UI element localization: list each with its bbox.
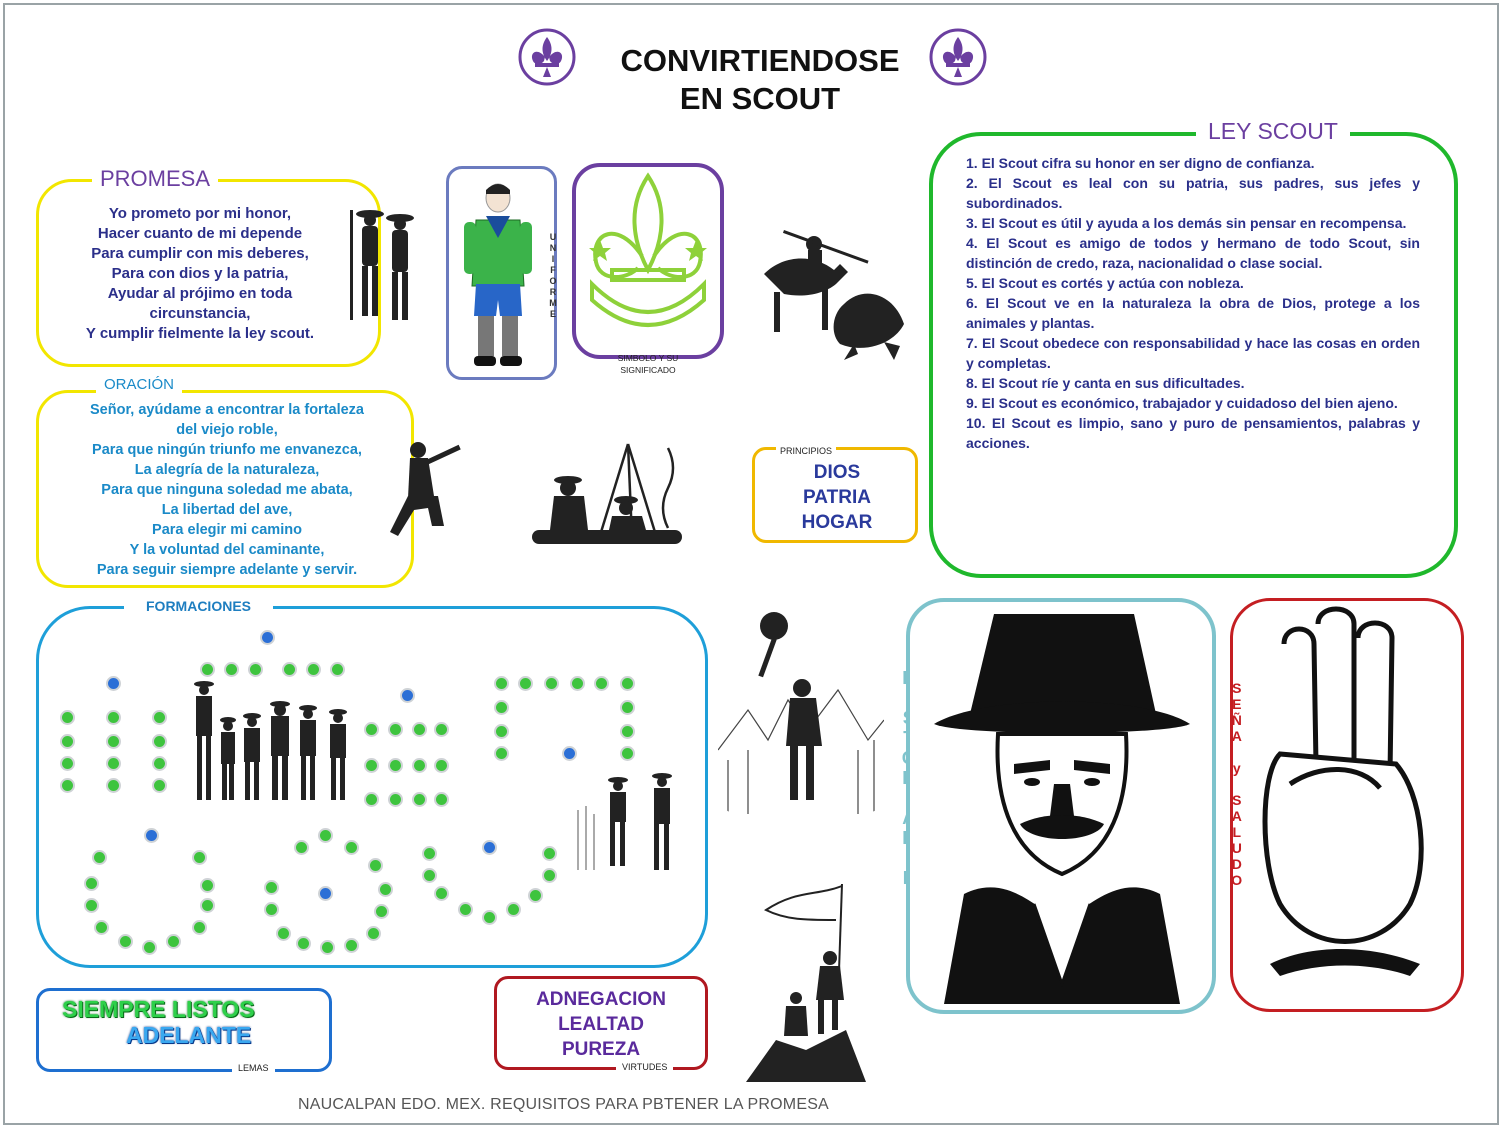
ley-item: 10. El Scout es limpio, sano y puro de pensamientos, palabras y acciones. [966, 415, 1420, 451]
formation-dot-scout [424, 848, 435, 859]
kneeling-knight-illustration [388, 436, 468, 544]
oracion-line: La alegría de la naturaleza, [134, 462, 320, 478]
formation-dot-scout [622, 678, 633, 689]
lemas-line-1: SIEMPRE LISTOS [62, 996, 255, 1022]
formation-dot-scout [154, 736, 165, 747]
scout-hiker-illustration [718, 600, 884, 814]
title-line-1: CONVIRTIENDOSE [620, 43, 900, 78]
formation-dot-scout [622, 702, 633, 713]
formation-dot-leader [484, 842, 495, 853]
formation-dot-scout [154, 758, 165, 769]
formation-dot-scout [108, 712, 119, 723]
virtud-item: PUREZA [561, 1039, 641, 1060]
formation-dot-scout [120, 936, 131, 947]
formation-dot-scout [496, 678, 507, 689]
formation-dot-scout [154, 712, 165, 723]
formation-dot-scout [520, 678, 531, 689]
oracion-line: La libertad del ave, [161, 502, 293, 518]
footer-text: NAUCALPAN EDO. MEX. REQUISITOS PARA PBTENER LA PROMESA [298, 1096, 829, 1113]
formation-dot-scout [376, 906, 387, 917]
promesa-line: Ayudar al prójimo en toda [107, 285, 293, 302]
lemas-caption: LEMAS [232, 1063, 275, 1073]
ley-item: 4. El Scout es amigo de todos y hermano de todo Scout, sin distinción de credo, raza, nacionalidad o clase social. [966, 235, 1420, 271]
ley-item: 9. El Scout es económico, trabajador y cuidadoso del bien ajeno. [966, 395, 1398, 411]
formaciones-label: FORMACIONES [124, 598, 273, 614]
formation-dot-scout [194, 922, 205, 933]
virtud-item: ADNEGACION [536, 989, 666, 1010]
formation-dot-scout [202, 880, 213, 891]
formation-dot-scout [496, 726, 507, 737]
formation-dot-scout [108, 758, 119, 769]
formation-dot-leader [262, 632, 273, 643]
virtudes-box [494, 976, 708, 1070]
formation-dot-scout [368, 928, 379, 939]
page-title [560, 42, 960, 118]
oracion-line: Para seguir siempre adelante y servir. [96, 562, 358, 578]
oracion-label: ORACIÓN [96, 376, 182, 393]
ley-item: 5. El Scout es cortés y actúa con nobleza. [966, 275, 1244, 291]
principio-item: PATRIA [803, 487, 871, 508]
formation-dot-scout [496, 702, 507, 713]
formation-dot-scout [346, 940, 357, 951]
oracion-line: del viejo roble, [176, 422, 278, 438]
ley-item: 3. El Scout es útil y ayuda a los demás sin pensar en recompensa. [966, 215, 1407, 231]
formation-dot-scout [250, 664, 261, 675]
formation-dot-scout [496, 748, 507, 759]
formation-dot-scout [546, 678, 557, 689]
promesa-line: circunstancia, [149, 305, 251, 322]
formation-dot-scout [596, 678, 607, 689]
formation-dot-scout [436, 794, 447, 805]
formation-dot-scout [266, 904, 277, 915]
promesa-line: Y cumplir fielmente la ley scout. [85, 325, 315, 342]
formation-dot-leader [146, 830, 157, 841]
oracion-line: Para elegir mi camino [152, 522, 302, 538]
ley-list [966, 153, 1420, 453]
formation-dot-scout [508, 904, 519, 915]
formation-dot-scout [154, 780, 165, 791]
principio-item: HOGAR [801, 512, 873, 533]
formation-dot-scout [86, 900, 97, 911]
promesa-line: Hacer cuanto de mi depende [97, 225, 303, 242]
formation-dot-scout [296, 842, 307, 853]
formation-dot-scout [436, 724, 447, 735]
formation-dot-scout [544, 848, 555, 859]
principio-item: DIOS [813, 462, 861, 483]
scout-uniform-figure [462, 176, 534, 372]
hiker-panel [718, 600, 884, 814]
ley-item: 1. El Scout cifra su honor en ser digno de confianza. [966, 155, 1315, 171]
formation-dot-scout [366, 724, 377, 735]
formation-dot-scout [460, 904, 471, 915]
formation-dot-scout [62, 758, 73, 769]
formation-dot-scout [202, 664, 213, 675]
scouts-marching-illustration [570, 770, 682, 874]
formation-dot-scout [424, 870, 435, 881]
title-line-2: EN SCOUT [679, 81, 841, 116]
formation-dot-scout [530, 890, 541, 901]
formation-dot-scout [414, 724, 425, 735]
climbers-flag-illustration [726, 880, 866, 1082]
formation-dot-scout [62, 736, 73, 747]
formation-dot-leader [108, 678, 119, 689]
formation-dot-scout [298, 938, 309, 949]
lemas-line-2: ADELANTE [126, 1022, 252, 1048]
formation-dot-scout [86, 878, 97, 889]
formation-dot-scout [202, 900, 213, 911]
formation-dot-scout [366, 760, 377, 771]
baden-powell-portrait [924, 604, 1200, 1004]
formation-dot-scout [622, 748, 633, 759]
uniforme-label [546, 232, 560, 320]
promesa-line: Para cumplir con mis deberes, [91, 245, 309, 262]
uniforme-label-text: UNIFORME [548, 232, 558, 320]
formation-dot-scout [380, 884, 391, 895]
formation-dot-scout [308, 664, 319, 675]
formation-dot-scout [62, 780, 73, 791]
oracion-line: Señor, ayúdame a encontrar la fortaleza [90, 402, 364, 418]
oracion-line: Para que ningún triunfo me envanezca, [92, 442, 362, 458]
formation-dot-scout [346, 842, 357, 853]
formation-dot-scout [320, 830, 331, 841]
formation-dot-scout [94, 852, 105, 863]
formation-dot-scout [436, 888, 447, 899]
scouts-pledge-illustration [342, 200, 422, 330]
formation-dot-scout [284, 664, 295, 675]
oracion-text [50, 400, 404, 580]
formation-dot-scout [390, 794, 401, 805]
ley-item: 6. El Scout ve en la naturaleza la obra de Dios, protege a los animales y plantas. [966, 295, 1420, 331]
ley-label: LEY SCOUT [1196, 118, 1350, 145]
formation-dot-scout [144, 942, 155, 953]
principios-list [770, 460, 904, 535]
scout-troop-lineup-illustration [188, 676, 356, 806]
scout-fleur-de-lis-symbol [582, 170, 714, 340]
promesa-line: Yo prometo por mi honor, [108, 205, 292, 222]
virtudes-list [497, 987, 705, 1062]
virtud-item: LEALTAD [558, 1014, 644, 1035]
simbolo-caption-line: SIMBOLO Y SU [617, 353, 679, 363]
oracion-line: Para que ninguna soledad me abata, [101, 482, 353, 498]
simbolo-caption [590, 352, 706, 376]
sena-label [1226, 680, 1246, 888]
formation-dot-scout [370, 860, 381, 871]
formation-dot-scout [572, 678, 583, 689]
campfire-scouts-illustration [528, 438, 694, 558]
formation-dot-scout [390, 724, 401, 735]
formation-dot-scout [194, 852, 205, 863]
principios-label: PRINCIPIOS [776, 446, 836, 456]
formation-dot-scout [414, 760, 425, 771]
ley-item: 8. El Scout ríe y canta en sus dificultades. [966, 375, 1245, 391]
formation-dot-scout [96, 922, 107, 933]
formation-dot-leader [564, 748, 575, 759]
saint-george-dragon-illustration [744, 214, 912, 362]
formation-dot-scout [390, 760, 401, 771]
promesa-label: PROMESA [92, 166, 218, 192]
virtudes-caption: VIRTUDES [616, 1062, 673, 1072]
formation-dot-scout [622, 726, 633, 737]
sena-label-text: SEÑA y SALUDO [1228, 680, 1245, 888]
promesa-line: Para con dios y la patria, [111, 265, 289, 282]
formation-dot-scout [484, 912, 495, 923]
formation-dot-scout [436, 760, 447, 771]
formation-dot-leader [320, 888, 331, 899]
formation-dot-leader [402, 690, 413, 701]
oracion-line: Y la voluntad del caminante, [129, 542, 325, 558]
formation-dot-scout [62, 712, 73, 723]
simbolo-caption-line: SIGNIFICADO [620, 365, 676, 375]
formation-dot-scout [226, 664, 237, 675]
formation-dot-scout [544, 870, 555, 881]
formation-dot-scout [332, 664, 343, 675]
formation-dot-scout [266, 882, 277, 893]
formation-dot-scout [278, 928, 289, 939]
formation-dot-scout [168, 936, 179, 947]
ley-item: 2. El Scout es leal con su patria, sus padres, sus jefes y subordinados. [966, 175, 1420, 211]
formation-dot-scout [414, 794, 425, 805]
formation-dot-scout [108, 780, 119, 791]
formation-dot-scout [322, 942, 333, 953]
ley-item: 7. El Scout obedece con responsabilidad y hace las cosas en orden y completas. [966, 335, 1420, 371]
promesa-text [60, 204, 340, 344]
scout-salute-hand-illustration [1250, 604, 1446, 996]
formation-dot-scout [108, 736, 119, 747]
formation-dot-scout [366, 794, 377, 805]
